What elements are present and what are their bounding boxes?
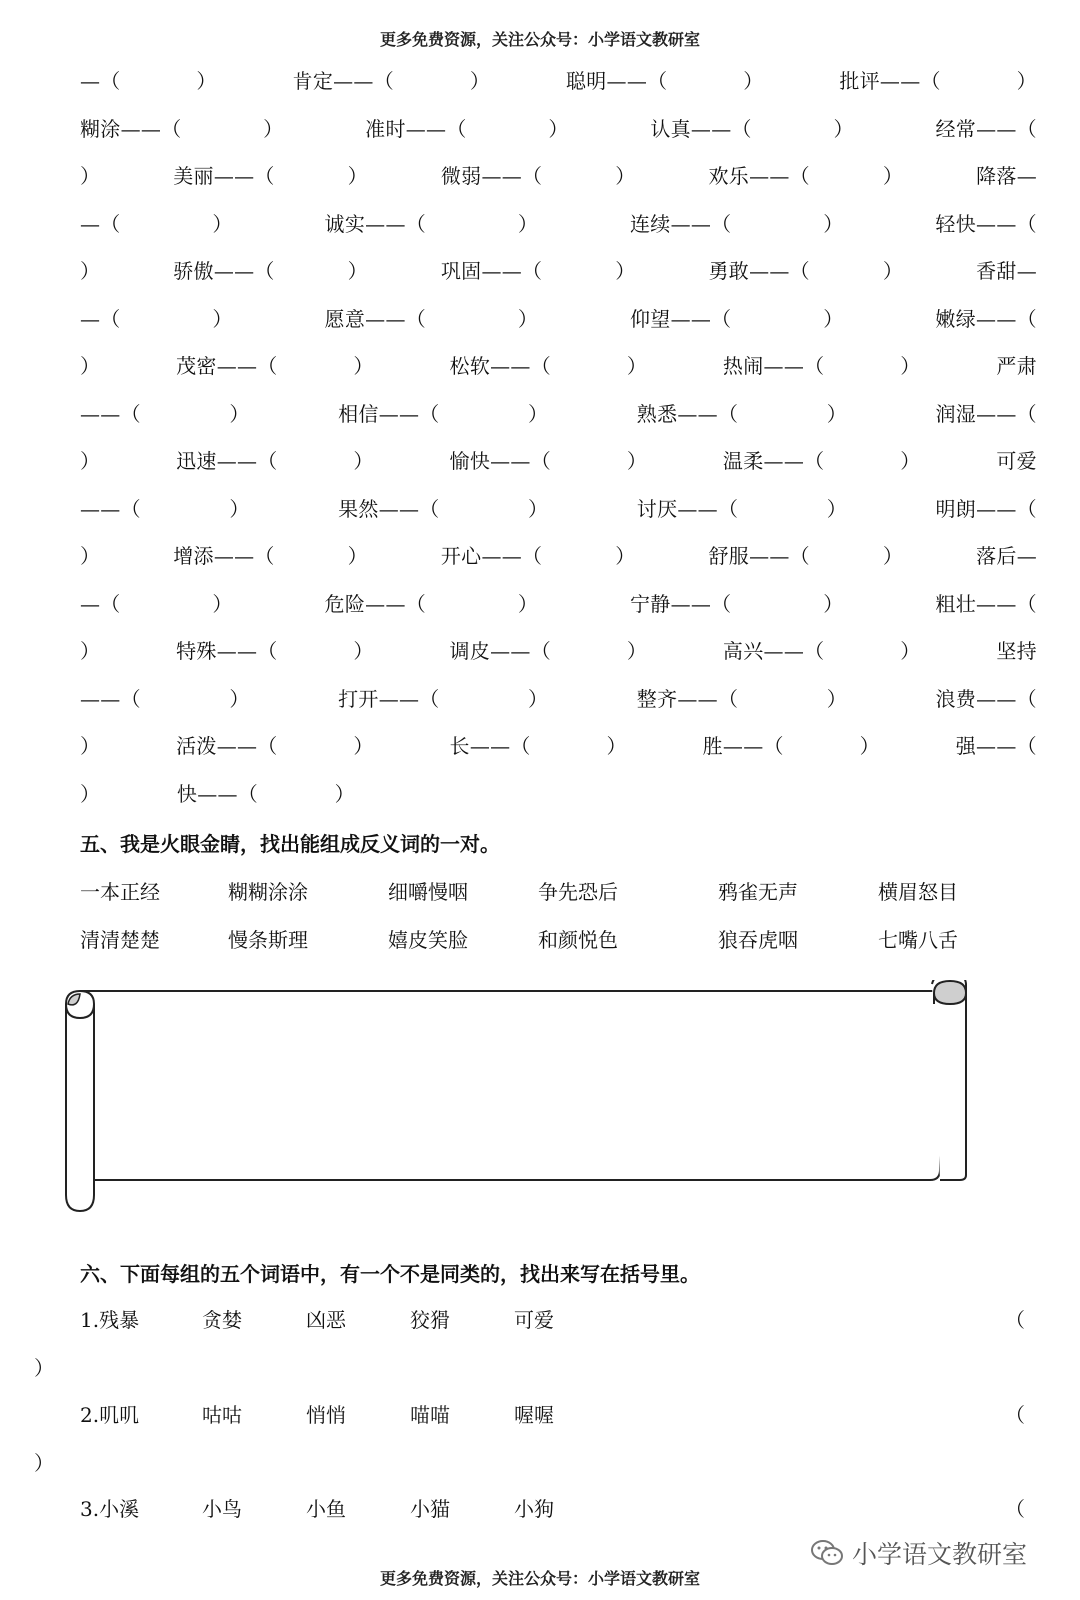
antonym-segment: ） [833,116,854,141]
section5-title: 五、我是火眼金睛，找出能组成反义词的一对。 [80,832,500,856]
antonym-segment[interactable]: 果然——（ [338,496,440,521]
word-group-3 [80,1487,1037,1527]
antonym-segment: ） [517,306,539,331]
answer-open-paren[interactable]: （ [1005,1497,1025,1521]
word-group-1 [80,1298,1037,1338]
idiom: 清清楚楚 [80,928,160,952]
antonym-segment[interactable]: 讨厌——（ [636,496,739,521]
antonym-segment: ） [353,449,374,473]
antonym-segment[interactable]: 快——（ [176,781,259,806]
antonym-segment: ） [823,306,844,331]
antonym-line [80,530,1037,579]
antonym-segment[interactable]: 愿意——（ [324,306,427,331]
idiom: 慢条斯理 [228,928,308,952]
antonym-segment: ） [626,639,648,663]
antonym-segment[interactable]: 勇敢——（ [708,259,810,283]
antonym-segment: ） [826,496,848,521]
antonym-segment: ） [882,259,904,283]
antonym-segment: 坚持 [996,639,1037,663]
antonym-segment: ） [626,354,648,378]
antonym-segment: ） [347,259,368,283]
idiom-row-2 [80,916,1020,956]
page-header: 更多免费资源，关注公众号：小学语文教研室 [379,30,700,49]
idiom: 横眉怒目 [878,880,958,904]
antonym-segment: ） [1016,69,1037,93]
group-word: 喵喵 [410,1403,450,1427]
antonym-segment: ） [229,686,250,711]
antonym-segment: 可爱 [996,449,1037,473]
antonym-segment[interactable]: 长——（ [449,734,531,758]
antonym-segment[interactable]: 润湿——（ [935,401,1037,426]
antonym-segment[interactable]: 轻快——（ [935,211,1037,236]
group-word: 喔喔 [514,1403,554,1427]
antonym-segment: ） [347,164,368,188]
antonym-segment[interactable]: 认真——（ [650,116,752,141]
antonym-segment[interactable]: 批评——（ [839,69,941,93]
antonym-segment: ） [900,449,921,473]
antonym-segment[interactable]: 嫩绿——（ [935,306,1037,331]
group-word: 贪婪 [202,1308,242,1332]
antonym-segment[interactable]: ——（ [80,496,141,521]
antonym-segment: ） [606,734,627,758]
antonym-segment[interactable]: 迅速——（ [176,449,278,473]
antonym-segment: ） [823,591,844,616]
antonym-segment: ） [353,734,374,758]
antonym-segment: ） [353,354,374,378]
antonym-segment[interactable]: 活泼——（ [176,734,278,758]
antonym-segment[interactable]: 巩固——（ [440,259,543,283]
group-word: 1.残暴 [80,1308,140,1332]
antonym-segment[interactable]: —（ [80,211,121,236]
idiom: 糊糊涂涂 [228,880,308,904]
antonym-line [80,245,1037,294]
antonym-segment: ） [826,401,848,426]
antonym-segment: ） [743,69,764,93]
antonym-segment[interactable]: —（ [80,69,121,93]
idiom: 狼吞虎咽 [718,928,798,952]
idiom: 鸦雀无声 [718,880,798,904]
antonym-segment[interactable]: 熟悉——（ [636,401,739,426]
antonym-segment[interactable]: 松软——（ [449,354,552,378]
antonym-line [80,435,1037,484]
antonym-segment[interactable]: 欢乐——（ [708,164,810,188]
antonym-segment: 严肃 [996,354,1037,378]
antonym-segment: ） [229,401,250,426]
antonym-segment: ） [347,544,368,568]
group-word: 小鱼 [306,1497,346,1521]
antonym-segment[interactable]: 茂密——（ [176,354,278,378]
antonym-segment: ） [548,116,569,141]
antonym-line [80,340,1037,389]
antonym-segment: ） [469,69,491,93]
idiom-row-1 [80,868,1020,908]
antonym-segment[interactable]: 温柔——（ [722,449,825,473]
antonym-segment[interactable]: 热闹——（ [722,354,825,378]
antonym-segment[interactable]: 高兴——（ [722,639,825,663]
antonym-segment: ） [517,591,539,616]
antonym-segment: ） [615,259,636,283]
antonym-segment: ） [528,496,549,521]
antonym-segment[interactable]: —（ [80,591,121,616]
antonym-segment[interactable]: 微弱——（ [440,164,543,188]
antonym-segment: ） [859,734,880,758]
antonym-segment: ） [353,639,374,663]
group-word: 悄悄 [306,1403,346,1427]
antonym-segment: ） [823,211,844,236]
antonym-segment[interactable]: 连续——（ [629,211,732,236]
idiom: 嬉皮笑脸 [388,928,468,952]
group-word: 小狗 [514,1497,554,1521]
antonym-line [80,768,355,817]
antonym-segment: ） [80,164,101,188]
antonym-segment: ） [80,449,101,473]
answer-close-paren: ） [34,1356,54,1380]
antonym-segment: 降落— [976,164,1037,188]
idiom: 争先恐后 [538,880,618,904]
antonym-segment: ） [517,211,539,236]
antonym-segment[interactable]: 美丽——（ [173,164,275,188]
antonym-line [80,720,1037,769]
antonym-segment[interactable]: 打开——（ [338,686,440,711]
antonym-segment[interactable]: 糊涂——（ [80,116,182,141]
antonym-segment[interactable]: 肯定——（ [292,69,395,93]
group-word: 小猫 [410,1497,450,1521]
antonym-line [80,625,1037,674]
antonym-segment: ） [900,639,921,663]
antonym-segment[interactable]: 舒服——（ [708,544,810,568]
antonym-segment[interactable]: 经常——（ [935,116,1037,141]
antonym-segment: ） [80,639,101,663]
antonym-segment[interactable]: 开心——（ [440,544,543,568]
antonym-segment: ） [80,734,101,758]
idiom: 一本正经 [80,880,160,904]
antonym-segment: ） [882,164,904,188]
group-word: 2.叽叽 [80,1403,140,1427]
antonym-segment: ） [212,211,233,236]
antonym-line [80,198,1037,247]
idiom: 细嚼慢咽 [388,880,468,904]
antonym-segment: ） [528,401,549,426]
group-word: 凶恶 [306,1308,346,1332]
antonym-segment: ） [826,686,848,711]
antonym-line [80,293,1037,342]
idiom: 七嘴八舌 [878,928,958,952]
antonym-segment: ） [212,306,233,331]
group-word: 小鸟 [202,1497,242,1521]
antonym-line [80,673,1037,722]
page-footer: 更多免费资源，关注公众号：小学语文教研室 [379,1569,700,1588]
antonym-segment[interactable]: 愉快——（ [449,449,552,473]
antonym-segment[interactable]: 强——（ [955,734,1037,758]
group-word: 咕咕 [202,1403,242,1427]
antonym-segment: ） [212,591,233,616]
antonym-segment: ） [615,544,636,568]
antonym-segment: ） [615,164,636,188]
antonym-segment: ） [900,354,921,378]
antonym-segment[interactable]: 诚实——（ [324,211,427,236]
antonym-segment[interactable]: 明朗——（ [935,496,1037,521]
antonym-segment: ） [334,781,355,806]
watermark-text: 小学语文教研室 [852,1540,1028,1569]
antonym-segment[interactable]: 浪费——（ [935,686,1037,711]
answer-close-paren: ） [34,1451,54,1475]
antonym-segment[interactable]: ——（ [80,686,141,711]
antonym-segment[interactable]: 增添——（ [173,544,275,568]
group-word: 3.小溪 [80,1497,140,1521]
idiom: 和颜悦色 [538,928,618,952]
antonym-segment: ） [80,781,101,806]
antonym-segment[interactable]: 聪明——（ [565,69,668,93]
antonym-segment[interactable]: —（ [80,306,121,331]
antonym-segment: ） [80,354,101,378]
wechat-icon [810,1538,844,1568]
antonym-segment[interactable]: 危险——（ [324,591,427,616]
antonym-segment: 落后— [976,544,1037,568]
word-group-2 [80,1393,1037,1433]
section6-title: 六、下面每组的五个词语中，有一个不是同类的，找出来写在括号里。 [80,1262,700,1286]
antonym-line [80,388,1037,437]
group-word: 可爱 [514,1308,554,1332]
antonym-segment[interactable]: 相信——（ [338,401,440,426]
antonym-line [80,483,1037,532]
antonym-segment[interactable]: 粗壮——（ [935,591,1037,616]
antonym-segment[interactable]: 调皮——（ [449,639,552,663]
antonym-segment[interactable]: 整齐——（ [636,686,739,711]
antonym-segment: ） [196,69,217,93]
antonym-segment[interactable]: ——（ [80,401,141,426]
antonym-segment[interactable]: 宁静——（ [629,591,732,616]
antonym-segment[interactable]: 准时——（ [365,116,467,141]
group-word: 狡猾 [410,1308,450,1332]
antonym-segment[interactable]: 仰望——（ [629,306,732,331]
antonym-line [80,103,1037,152]
antonym-segment: ） [882,544,904,568]
antonym-segment: ） [80,544,101,568]
scroll-answer-area[interactable] [50,980,980,1220]
antonym-segment[interactable]: 特殊——（ [176,639,278,663]
antonym-segment: ） [229,496,250,521]
antonym-segment: ） [626,449,648,473]
antonym-line [80,55,1037,104]
antonym-line [80,150,1037,199]
antonym-segment[interactable]: 骄傲——（ [173,259,275,283]
antonym-line [80,578,1037,627]
answer-open-paren[interactable]: （ [1005,1403,1025,1427]
antonym-segment[interactable]: 胜——（ [702,734,784,758]
antonym-segment: 香甜— [976,259,1037,283]
antonym-segment: ） [528,686,549,711]
antonym-segment: ） [80,259,101,283]
answer-open-paren[interactable]: （ [1005,1308,1025,1332]
antonym-segment: ） [263,116,284,141]
